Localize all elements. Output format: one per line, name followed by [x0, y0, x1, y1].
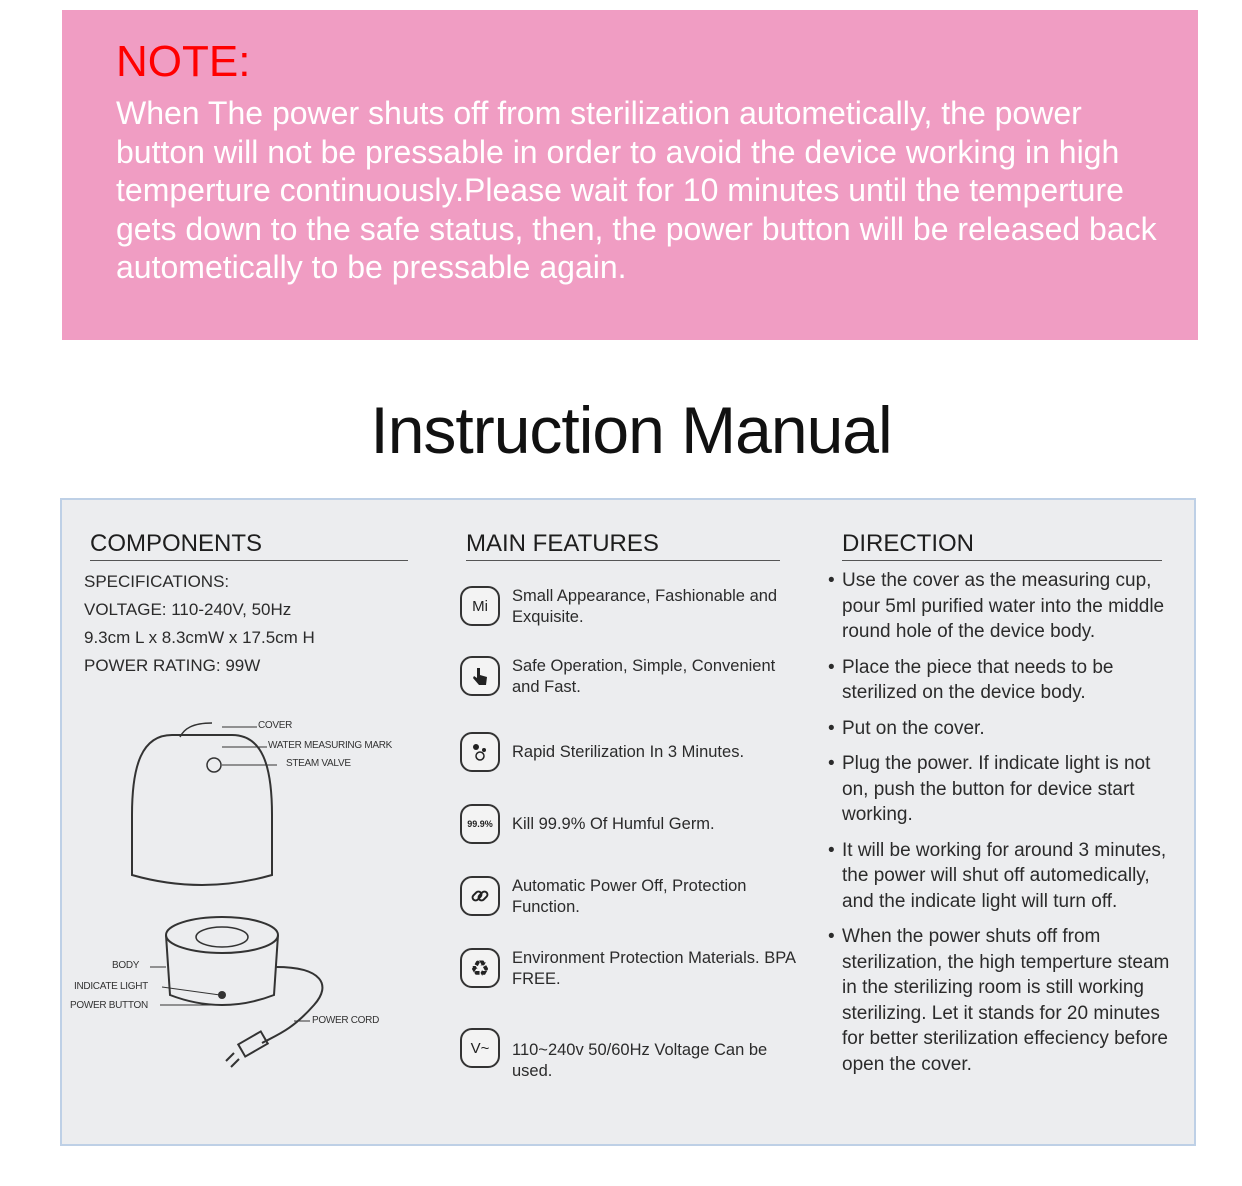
features-heading: MAIN FEATURES — [466, 530, 780, 561]
label-body: BODY — [112, 960, 140, 971]
spec-line: POWER RATING: 99W — [84, 656, 261, 675]
note-text: When The power shuts off from sterilization autometically, the power button will not be pressable in order to avoid the device working in high temperture continuously.Please wait for 10 minutes until the temperture gets down to the safe status, then, the power button will be released back autometically to be pressable again. — [116, 95, 1157, 285]
spec-line: 9.3cm L x 8.3cmW x 17.5cm H — [84, 628, 315, 647]
direction-step: • When the power shuts off from sterilization, the high temperture steam in the sterilizing room is still working sterilizing. Let it stands for 20 minutes for better sterilization effeciency before open the cover. — [828, 924, 1182, 1077]
feature-text: Rapid Sterilization In 3 Minutes. — [512, 743, 745, 761]
label-steam-valve: STEAM VALVE — [286, 758, 351, 769]
manual-title: Instruction Manual — [370, 393, 892, 467]
components-heading: COMPONENTS — [90, 530, 408, 561]
direction-step: • Put on the cover. — [828, 716, 1182, 742]
hand-pointer-icon — [460, 656, 500, 696]
direction-step: • Place the piece that needs to be sterilized on the device body. — [828, 655, 1182, 706]
note-title: NOTE: — [116, 37, 251, 86]
note-box — [62, 10, 1198, 340]
feature-text: Kill 99.9% Of Humful Germ. — [512, 815, 715, 833]
feature-text: Environment Protection Materials. BPA FREE. — [512, 949, 796, 988]
direction-step: • Plug the power. If indicate light is not on, push the button for device start working. — [828, 751, 1182, 828]
spec-line: SPECIFICATIONS: — [84, 572, 230, 591]
direction-step: • It will be working for around 3 minutes, the power will shut off automedically, and the indicate light will turn off. — [828, 838, 1182, 915]
feature-text: 110~240v 50/60Hz Voltage Can be used. — [512, 1041, 768, 1080]
mi-icon: Mi — [460, 586, 500, 626]
link-icon — [460, 876, 500, 916]
direction-list — [828, 568, 1182, 1087]
label-power-cord: POWER CORD — [312, 1015, 380, 1026]
recycle-icon: ♻ — [460, 948, 500, 988]
direction-heading: DIRECTION — [842, 530, 1162, 561]
label-water-mark: WATER MEASURING MARK — [268, 740, 393, 751]
instruction-panel — [60, 498, 1196, 1146]
device-illustration — [62, 705, 432, 1095]
label-power-button: POWER BUTTON — [70, 1000, 148, 1011]
timer-dots-icon — [460, 732, 500, 772]
feature-text: Small Appearance, Fashionable and Exquisite. — [512, 587, 778, 626]
label-indicate-light: INDICATE LIGHT — [74, 981, 148, 992]
voltage-icon: V~ — [460, 1028, 500, 1068]
feature-text: Safe Operation, Simple, Convenient and Fast. — [512, 657, 776, 696]
feature-text: Automatic Power Off, Protection Function. — [512, 877, 747, 916]
percent-badge-icon: 99.9% — [460, 804, 500, 844]
direction-step: • Use the cover as the measuring cup, pour 5ml purified water into the middle round hole of the device body. — [828, 568, 1182, 645]
spec-line: VOLTAGE: 110-240V, 50Hz — [84, 600, 292, 619]
label-cover: COVER — [258, 720, 293, 731]
